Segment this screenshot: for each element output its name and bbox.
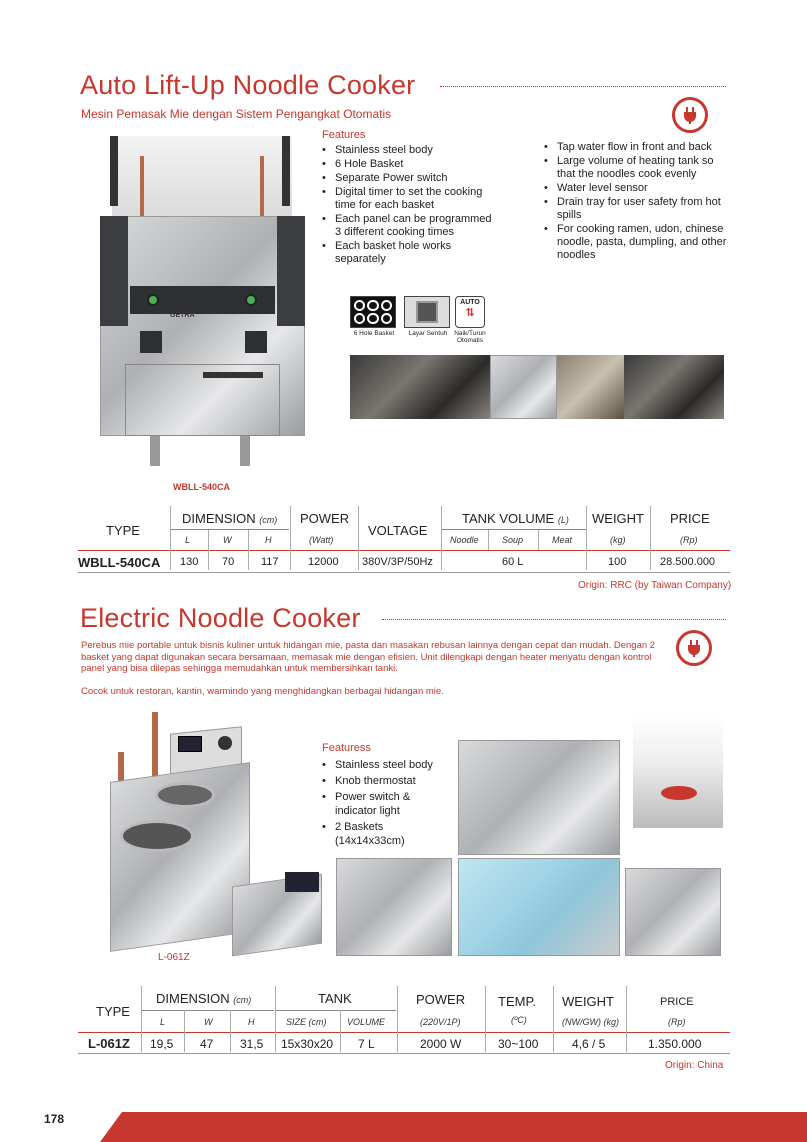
feature-item: • Knob thermostat [322,774,448,788]
detail-photo-basket-lift [490,355,557,419]
col-type: TYPE [96,1004,130,1019]
col-dimension: DIMENSION (cm) [182,511,278,526]
sub-power-unit: (Watt) [309,535,334,545]
page-number: 178 [44,1112,65,1126]
row-type: L-061Z [88,1036,130,1051]
feature-item: • Digital timer to set the cooking time for each basket [322,186,500,212]
six-hole-basket-icon [350,296,398,337]
brand-label: GETRA [170,312,195,319]
sub-h: H [248,1017,255,1027]
section1-title: Auto Lift-Up Noodle Cooker [80,70,416,100]
sub-price-unit: (Rp) [668,1017,686,1027]
col-weight: WEIGHT [562,994,614,1009]
feature-item: • Water level sensor [544,182,730,195]
sub-weight-unit: (NW/GW) (kg) [562,1017,619,1027]
product-image-wbll540ca [100,136,308,476]
feature-item: • Each basket hole works separately [322,240,500,266]
sub-price-unit: (Rp) [680,535,698,545]
feature-item: • Each panel can be programmed 3 different cooking times [322,213,500,239]
detail-photo-basket-removed [336,858,452,956]
feature-item: • 6 Hole Basket [322,158,500,171]
sub-w: W [223,535,232,545]
features-list-left [322,144,500,267]
section2-description: Perebus mie portable untuk bisnis kuliner untuk hidangan mie, pasta dan masakan rebusan lainnya dengan cepat dan mudah. Dengan 2 basket yang dapat digunakan secara bersamaan, memasak mie dengan efisien. Unit dilengkapi dengan heater menyatu dengan kontrol panel yang bisa dilepas sehingga memudahkan untuk membersihkan tanki. [81,640,656,674]
product-image-l061z [100,712,330,952]
sub-weight-unit: (kg) [610,535,626,545]
feature-item: • For cooking ramen, udon, chinese noodle, pasta, dumpling, and other noodles [544,223,730,262]
col-tank-volume: TANK VOLUME (L) [462,511,569,526]
title-divider [440,86,726,87]
row-h: 31,5 [240,1037,264,1051]
col-temp: TEMP. [498,994,537,1009]
features-list-2 [322,758,448,849]
col-type: TYPE [106,523,140,538]
product-caption-2: L-061Z [158,952,190,963]
icon-label: Layar Sentuh [408,330,448,337]
row-temp: 30~100 [498,1037,539,1051]
icon-label: 6 Hole Basket [353,330,395,337]
col-price: PRICE [660,996,694,1008]
title-divider [382,619,726,620]
sub-l: L [160,1017,166,1027]
auto-lift-icon: AUTO ⇅ Naik/Turun Otomatis [452,296,488,344]
col-voltage: VOLTAGE [368,523,428,538]
product-caption-1: WBLL-540CA [173,482,231,492]
detail-photo-drain-tray [557,355,624,419]
detail-photo-baskets [350,355,490,419]
col-price: PRICE [670,511,710,526]
row-l: 19,5 [150,1037,174,1051]
row-power: 2000 W [420,1037,462,1051]
touch-screen-icon [404,296,452,337]
icon-label: Naik/Turun Otomatis [454,330,486,344]
section1-subtitle: Mesin Pemasak Mie dengan Sistem Pengangkat Otomatis [81,107,392,121]
detail-photo-drain [625,868,721,956]
footer-bar [100,1112,807,1142]
feature-item: • Stainless steel body [322,758,448,772]
sub-w: W [204,1017,213,1027]
spec-table-2 [78,986,730,1058]
row-size: 15x30x20 [281,1037,334,1051]
sub-volume: VOLUME [347,1017,386,1027]
feature-item: • Drain tray for user safety from hot spills [544,196,730,222]
row-l: 130 [180,556,199,568]
detail-photo-panel [624,355,724,419]
features-heading-1: Features [322,129,366,141]
feature-item: • 2 Baskets (14x14x33cm) [322,820,448,848]
row-tank: 60 L [502,556,524,568]
row-price: 28.500.000 [660,556,716,568]
col-weight: WEIGHT [592,511,644,526]
row-volume: 7 L [358,1037,375,1051]
col-dimension: DIMENSION (cm) [156,991,252,1006]
row-type: WBLL-540CA [78,555,161,570]
detail-photo-tank-cleaning [458,858,620,956]
sub-h: H [265,535,272,545]
sub-meat: Meat [552,535,573,545]
detail-photo-basket-red [633,716,723,828]
col-power: POWER [300,511,350,526]
auto-badge: AUTO [460,299,480,306]
section2-description-2: Cocok untuk restoran, kantin, warmindo yang menghidangkan berbagai hidangan mie. [81,686,444,697]
origin-2: Origin: China [665,1060,724,1071]
row-w: 47 [200,1037,214,1051]
row-h: 117 [261,556,279,568]
feature-item: • Separate Power switch [322,172,500,185]
sub-noodle: Noodle [450,535,479,545]
origin-1: Origin: RRC (by Taiwan Company) [578,580,732,591]
feature-item: • Stainless steel body [322,144,500,157]
row-voltage: 380V/3P/50Hz [362,556,433,568]
spec-table-1 [78,506,730,576]
sub-soup: Soup [502,535,524,545]
sub-l: L [185,535,191,545]
feature-item: • Large volume of heating tank so that the noodles cook evenly [544,155,730,181]
sub-size: SIZE (cm) [286,1017,327,1027]
section2-title: Electric Noodle Cooker [80,603,361,633]
row-price: 1.350.000 [648,1037,702,1051]
row-w: 70 [222,556,235,568]
col-tank: TANK [318,991,352,1006]
feature-item: • Power switch & indicator light [322,790,448,818]
row-weight: 100 [608,556,627,568]
sub-power-unit: (220V/1P) [420,1017,461,1027]
row-weight: 4,6 / 5 [572,1037,606,1051]
features-list-right [544,141,730,263]
row-power: 12000 [308,556,339,568]
power-plug-icon [672,97,708,133]
power-plug-icon [676,630,712,666]
col-power: POWER [416,992,466,1007]
sub-temp-unit: (ºC) [511,1015,527,1025]
features-heading-2: Featuress [322,742,371,754]
detail-photo-control-panel [458,740,620,855]
feature-item: • Tap water flow in front and back [544,141,730,154]
